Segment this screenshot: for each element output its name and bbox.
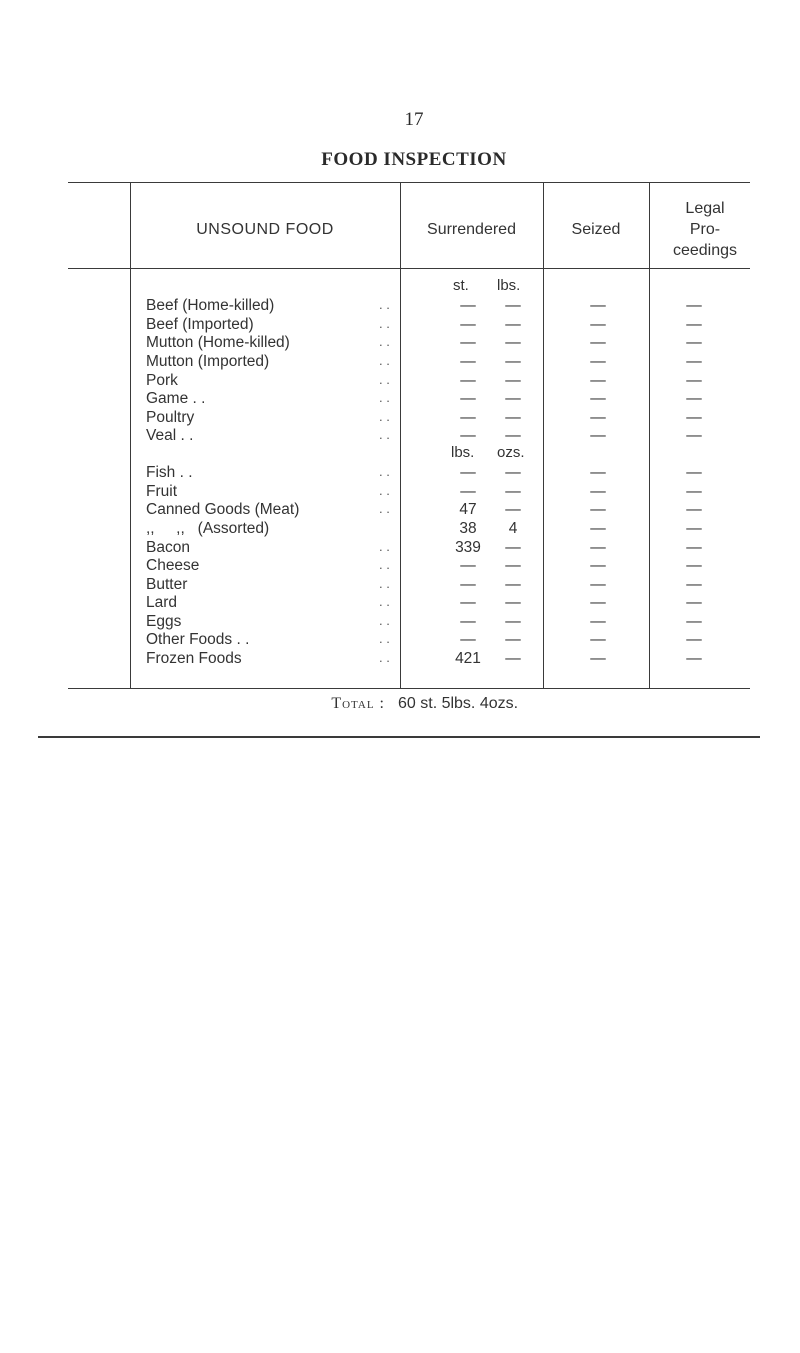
cell-legal-proceedings: — [686,520,702,537]
cell-surrendered-major: — [460,297,476,314]
cell-seized: — [590,576,606,593]
table-top-rule [68,182,750,183]
cell-surrendered-major: — [460,557,476,574]
leader-dots: . . [379,390,390,405]
cell-surrendered-major: — [460,576,476,593]
cell-surrendered-minor: — [505,594,521,611]
row-label: Butter [146,576,188,593]
cell-legal-proceedings: — [686,613,702,630]
leader-dots: . . [379,613,390,628]
cell-legal-proceedings: — [686,650,702,667]
cell-surrendered-minor: — [505,557,521,574]
cell-surrendered-minor: — [505,464,521,481]
cell-seized: — [590,297,606,314]
table-row [0,334,800,353]
cell-seized: — [590,631,606,648]
cell-legal-proceedings: — [686,464,702,481]
row-label: Cheese [146,557,200,574]
leader-dots: . . [379,297,390,312]
row-label: Game . . [146,390,206,407]
leader-dots: . . [379,353,390,368]
cell-surrendered-major: — [460,613,476,630]
cell-seized: — [590,539,606,556]
row-label: Bacon [146,539,190,556]
cell-surrendered-major: — [460,372,476,389]
cell-seized: — [590,390,606,407]
row-label: Mutton (Imported) [146,353,270,370]
table-row [0,557,800,576]
cell-legal-proceedings: — [686,372,702,389]
row-label: Canned Goods (Meat) [146,501,300,518]
cell-legal-proceedings: — [686,631,702,648]
page-number: 17 [404,109,424,130]
leader-dots: . . [379,576,390,591]
table-row [0,390,800,409]
cell-surrendered-minor: — [505,501,521,518]
cell-legal-proceedings: — [686,594,702,611]
cell-seized: — [590,334,606,351]
table-row [0,483,800,502]
cell-surrendered-major: — [460,631,476,648]
cell-seized: — [590,501,606,518]
row-label: Beef (Imported) [146,316,254,333]
cell-surrendered-minor: — [505,372,521,389]
header-legal-line-1: Legal [685,200,725,217]
leader-dots: . . [379,631,390,646]
total-value: 60 st. 5lbs. 4ozs. [398,695,519,712]
cell-legal-proceedings: — [686,334,702,351]
table-row [0,539,800,558]
row-label: Beef (Home-killed) [146,297,275,314]
table-row [0,297,800,316]
cell-surrendered-minor: — [505,334,521,351]
table-row [0,613,800,632]
table-bottom-rule [38,736,760,738]
header-legal-line-3: ceedings [672,242,738,259]
leader-dots: . . [379,539,390,554]
row-label: Other Foods . . [146,631,250,648]
cell-surrendered-major: — [460,353,476,370]
total-label: Total : [331,695,385,712]
leader-dots: . . [379,483,390,498]
cell-legal-proceedings: — [686,557,702,574]
cell-surrendered-minor: — [505,316,521,333]
leader-dots: . . [379,464,390,479]
table-row [0,353,800,372]
header-seized: Seized [571,221,621,238]
unit-ounces-fish: ozs. [497,444,525,461]
table-row [0,650,800,669]
cell-seized: — [590,464,606,481]
row-label: Poultry [146,409,195,426]
cell-surrendered-major: — [460,409,476,426]
cell-surrendered-major: — [460,334,476,351]
row-label: Eggs [146,613,182,630]
cell-legal-proceedings: — [686,390,702,407]
cell-legal-proceedings: — [686,409,702,426]
cell-seized: — [590,353,606,370]
leader-dots: . . [379,409,390,424]
cell-surrendered-major: 47 [459,501,477,518]
cell-surrendered-minor: — [505,576,521,593]
cell-legal-proceedings: — [686,539,702,556]
table-row [0,594,800,613]
row-label: ,, ,, (Assorted) [146,520,270,537]
cell-surrendered-minor: — [505,631,521,648]
cell-seized: — [590,372,606,389]
row-label: Pork [146,372,178,389]
row-label: Lard [146,594,178,611]
cell-surrendered-minor: — [505,409,521,426]
row-label: Mutton (Home-killed) [146,334,290,351]
cell-surrendered-minor: — [505,353,521,370]
cell-seized: — [590,427,606,444]
cell-surrendered-major: — [460,464,476,481]
row-label: Fish . . [146,464,193,481]
cell-legal-proceedings: — [686,427,702,444]
leader-dots: . . [379,372,390,387]
table-row [0,631,800,650]
leader-dots: . . [379,427,390,442]
cell-surrendered-minor: — [505,390,521,407]
cell-seized: — [590,409,606,426]
leader-dots: . . [379,557,390,572]
table-row [0,372,800,391]
cell-surrendered-major: — [460,427,476,444]
cell-surrendered-minor: — [505,427,521,444]
cell-surrendered-minor: — [505,650,521,667]
table-row [0,427,800,446]
table-row [0,464,800,483]
header-legal-proceedings [649,198,761,261]
row-label: Fruit [146,483,177,500]
cell-legal-proceedings: — [686,483,702,500]
cell-legal-proceedings: — [686,316,702,333]
cell-seized: — [590,594,606,611]
body-bottom-rule [68,688,750,689]
cell-seized: — [590,520,606,537]
cell-seized: — [590,557,606,574]
table-row [0,409,800,428]
header-unsound-food: UNSOUND FOOD [196,221,334,238]
unit-pounds: lbs. [497,277,521,294]
cell-surrendered-major: — [460,483,476,500]
leader-dots: . . [379,650,390,665]
cell-surrendered-minor: — [505,297,521,314]
table-row [0,520,800,539]
table-row [0,576,800,595]
cell-surrendered-minor: — [505,613,521,630]
cell-surrendered-major: — [460,316,476,333]
cell-legal-proceedings: — [686,576,702,593]
unit-pounds-fish: lbs. [451,444,475,461]
row-label: Frozen Foods [146,650,242,667]
leader-dots: . . [379,334,390,349]
header-bottom-rule [68,268,750,269]
cell-legal-proceedings: — [686,297,702,314]
leader-dots: . . [379,316,390,331]
cell-surrendered-major: 339 [455,539,481,556]
cell-seized: — [590,650,606,667]
leader-dots: . . [379,594,390,609]
leader-dots: . . [379,501,390,516]
cell-legal-proceedings: — [686,353,702,370]
cell-surrendered-major: 38 [459,520,477,537]
table-row [0,501,800,520]
header-legal-line-2: Pro- [689,221,721,238]
cell-surrendered-major: — [460,390,476,407]
cell-surrendered-major: 421 [455,650,481,667]
cell-surrendered-minor: 4 [508,520,518,537]
cell-seized: — [590,613,606,630]
table-row [0,316,800,335]
unit-stones: st. [453,277,469,294]
cell-surrendered-minor: — [505,539,521,556]
page-title: FOOD INSPECTION [321,149,507,170]
cell-legal-proceedings: — [686,501,702,518]
cell-surrendered-major: — [460,594,476,611]
cell-surrendered-minor: — [505,483,521,500]
cell-seized: — [590,483,606,500]
header-surrendered: Surrendered [427,221,516,238]
cell-seized: — [590,316,606,333]
row-label: Veal . . [146,427,194,444]
